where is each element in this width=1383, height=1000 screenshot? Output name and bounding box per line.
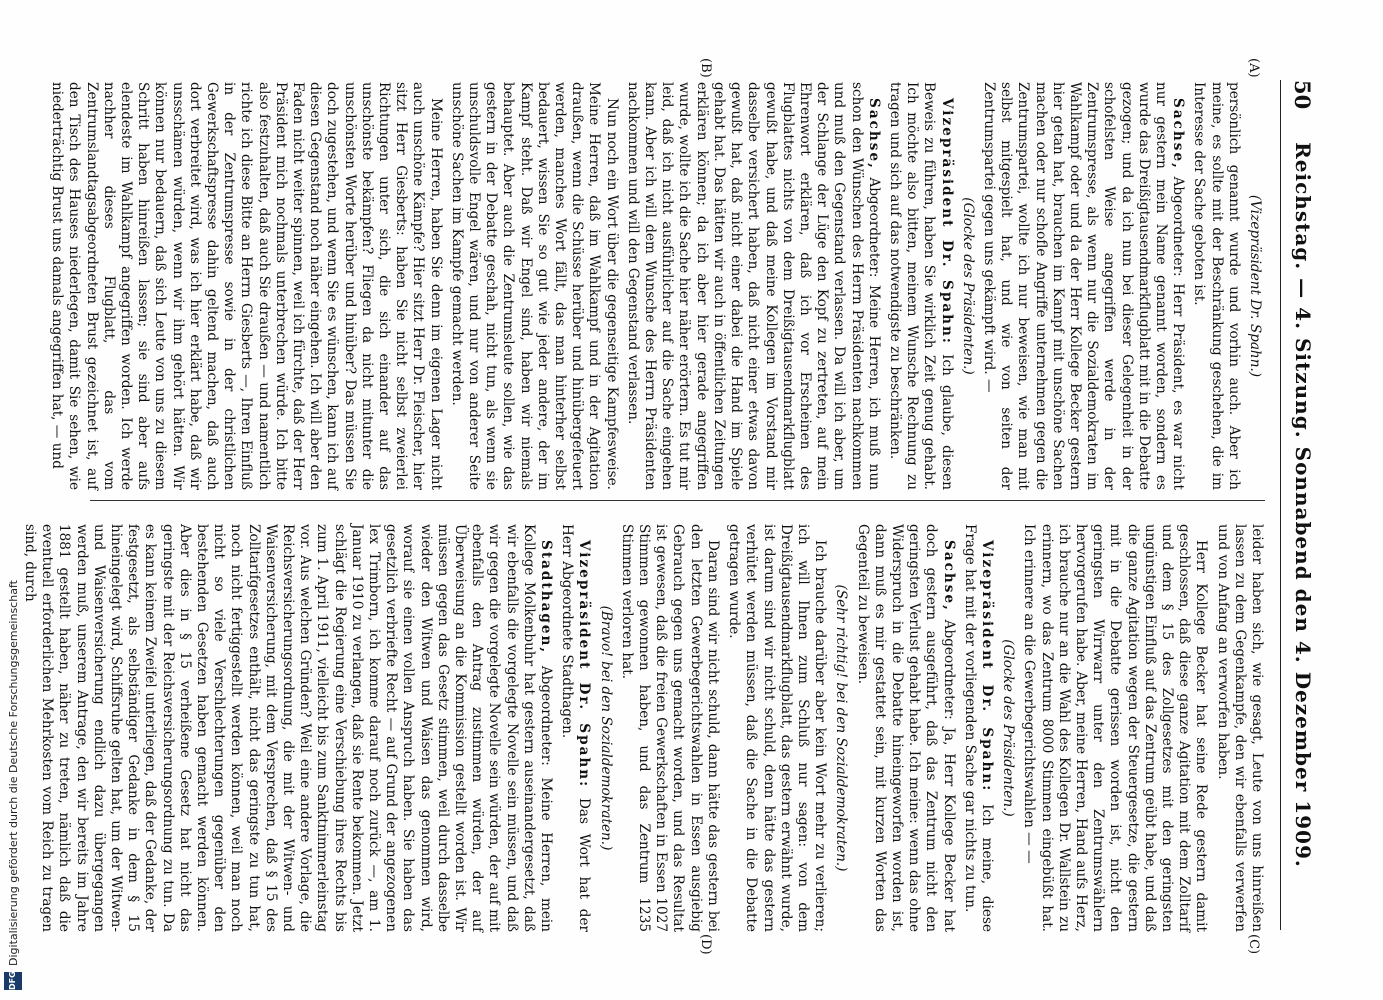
left-column xyxy=(49,82,1265,490)
dfg-logo: DFG xyxy=(4,972,22,990)
margin-marker-b: (B) xyxy=(698,58,713,78)
speech-paragraph xyxy=(558,524,592,932)
stage-direction: (Vizepräsident Dr. Spahn.) xyxy=(1247,194,1263,378)
speech-text: Das Wort hat der Herr Abgeordnete Stadthagen. xyxy=(559,524,593,932)
speech-text: Abgeordneter: Ja, Herr Kollege Becker hat doch gestern ausgeführt, daß das Zentrum nicht den geringsten Verlust gehabt habe. Ich meine: wenn das ohne Widerspruch in die Debatte hineingeworfen worden ist, dann muß es mir gestattet sein, mit kurzen Worten das Gegenteil zu beweisen. xyxy=(854,524,957,932)
body-paragraph: leider haben sich, wie gesagt, Leute von uns hinreißen lassen zu dem Gegenkampfe, den wir ebenfalls verwerfen und von Anfang an verworfen haben. xyxy=(1214,524,1265,932)
speech-text: Ich meine, diese Frage hat mit der vorliegenden Sache gar nichts zu tun. xyxy=(961,524,995,932)
speech-text: Abgeordneter: Herr Präsident, es war nicht nur gestern mein Name genannt worden, sondern es wurde das Dreißigtausendmarkflugblatt mit in die Debatte gezogen; und da ich nun bei dieser Gelegenheit in der schofelsten Weise angegriffen werde in der Zentrumspresse, als wenn nur die Sozialdemokraten im Wahlkampf oder und da der Herr Kollege Becker gestern hier getan hat, brauchen im Kampf mit unschöne Sachen machen oder nur schofle Angriffe unternehmen gegen die Zentrumspartei, wollte ich nur beweisen, wie man mit selbst mitgespielt hat, und wie von seiten der Zentrumspartei gegen uns gekämpft wird. — xyxy=(980,82,1187,490)
body-paragraph: Herr Kollege Becker hat seine Rede gestern damit geschlossen, daß diese ganze Agitation mit dem Zolltarif und dem § 15 des Zollgesetzes mit den geringsten ungünstigen Einfluß auf das Zentrum geübt habe, und daß die ganze Agitation wegen der Steuergesetze, die gestern mit in die Debatte gerissen worden ist, nicht den geringsten Wirrwarr unter den Zentrumswählern hervorgerufen habe. Aber, meine Herren, Hand aufs Herz, ich brauche nur an die Wahl des Kollegen Dr. Wallstein zu erinnern, wo das Zentrum 8000 Stimmen eingebüßt hat. Ich erinnere an die Gewerbegerichtswahlen — — xyxy=(1021,524,1210,932)
speech-paragraph xyxy=(961,524,995,932)
body-paragraph: Daran sind wir nicht schuld, dann hätte das gestern bei den letzten Gewerbegerichtswahlen in Essen ausgiebig Gebrauch gegen uns gemacht worden, und das Resultat ist gewesen, daß die freien Gewerkschaften in Essen 1027 Stimmen gewonnen haben, und das Zentrum 1235 Stimmen verloren hat. xyxy=(618,524,721,932)
speaker-name: Sachse, xyxy=(1170,98,1187,170)
speech-paragraph xyxy=(853,524,956,932)
speech-text: Abgeordneter: Meine Herren, mein Kollege Molkenbuhr hat gestern auseinandergesetzt, daß wir ebenfalls die vorgelegte Novelle sein müssen, und daß wir gegen die vorgelegte Novelle sein würden, der auf mit ebenfalls den Antrag zustimmen würden, der auf Überweisung an die Kommission gestellt worden ist. Wir müssen gegen das Gesetz stimmen, weil durch dasselbe wieder den Witwen und Waisen das genommen wird, worauf sie einen vollen Anspruch haben. Sie haben das gesetzlich verbriefte Recht — auf Grund der angezogenen lex Trimborn, ich komme darauf noch zurück —, am 1. Januar 1910 zu verlangen, daß sie Rente bekommen. Jetzt schlägt die Regierung eine Verschiebung ihres Rechts bis zum 1. April 1911, vielleicht bis zum Sanktnimmerleinstag vor. Aus welchen Gründen? Weil eine andere Vorlage, die Reichsversicherungsordnung, die mit der Witwen- und Waisenversicherung, mit dem Versprechen, daß § 15 des Zolltarifgesetzes enthält, nicht das geringste zu tun hat, noch nicht fertiggestellt werden können, weil man noch nicht so viele Verschlechterungen gegenüber den bestehenden Gesetzen haben gemacht werden können. Aber dies in § 15 verheißene Gesetz hat nicht das geringste mit der Reichsversicherungsordnung zu tun. Da es kann keinem Zweifel unterliegen, daß der Gedanke, der festgesetzt, als selbständiger Gedanke in dem § 15 hineingelegt wird, Schiffsruhe gelten hat, um der Witwen- und Waisenversicherung endlich dazu übergegangen werden muß, unserem Antrage, den wir bereits im Jahre 1881 gestellt haben, näher zu treten, nämlich daß die eventuell erforderlichen Mehrkosten vom Reich zu tragen sind, durch xyxy=(21,524,555,932)
speech-paragraph xyxy=(886,82,955,490)
speech-text: Abgeordneter: Meine Herren, ich muß nun schon den Wünschen des Herrn Präsidenten nachkommen und muß den Gegenstand verlassen. Da will ich aber, um der Schlange der Lüge den Kopf zu zertreten, auf mein Ehrenwort erklären, daß ich vor Erscheinen des Flugblattes nichts von dem Dreißigtausendmarkflugblatt gewußt habe, und daß meine Kollegen im Vorstand mir dasselbe versichert haben, daß nicht einer etwas davon gewußt hat, daß nicht einer dabei die Hand im Spiele gehabt hat. Das hätten wir auch in öffentlichen Zeitungen erklären können; da ich aber hier gerade angegriffen wurde, wollte ich die Sache hier näher erörtern. Es tut mir leid, daß ich nicht ausführlicher auf die Sache eingehen kann. Aber ich will dem Wunsche des Herrn Präsidenten nachkommen und will den Gegenstand verlassen. xyxy=(624,82,882,490)
credit-text: Digitalisierung gefördert durch die Deutsche Forschungsgemeinschaft xyxy=(6,580,20,966)
stage-direction: (Bravo! bei den Sozialdemokraten.) xyxy=(597,605,614,851)
body-paragraph: persönlich genannt wurde und vorhin auch. Aber ich meine, es sollte mit der Beschränkung geschehen, die im Interesse der Sache geboten ist. xyxy=(1191,82,1242,490)
speech-paragraph xyxy=(980,82,1186,490)
speaker-name: Vizepräsident Dr. Spahn: xyxy=(978,540,995,793)
speaker-name: Sachse, xyxy=(865,98,882,170)
speaker-name: Sachse, xyxy=(940,540,957,612)
credit-strip xyxy=(0,0,30,1000)
stage-direction: (Sehr richtig! bei den Sozialdemokraten.) xyxy=(833,584,850,872)
body-paragraph: Meine Herren, haben Sie denn im eigenen Lager nicht auch unschöne Kämpfe? Hier sitzt Herr Dr. Fleischer, hier sitzt Herr Giesberts: haben Sie nicht selbst zweierlei Richtungen unter sich, die sich einander auf das unschönste bekämpfen? Fliegen da nicht mitunter die unschönsten Worte herüber und hinüber? Das müssen Sie doch zugestehen, und wenn Sie es wünschen, kann ich auf diesen Gegenstand noch näher eingehen. Ich will aber den Faden nicht weiter spinnen, weil ich fürchte, daß der Herr Präsident mich nochmals unterbrechen würde. Ich bitte also festzuhalten, daß auch Sie draußen — und namentlich richte ich diese Bitte an Herrn Giesberts —, Ihren Einfluß in der Zentrumspresse sowie in der christlichen Gewerkschaftspresse dahin geltend machen, daß auch dort verbreitet wird, was ich hier erklärt habe, daß wir unsschämen würden, wenn wir ihm gehört hätten. Wir können nur bedauern, daß sich Leute von uns zu diesem Schritt haben hinreißen lassen; sie sind aber aufs elendeste im Wahlkampf angegriffen worden. Ich werde nachher dieses Flugblatt, das vom Zentrumslandtagsabgeordneten Brust gezeichnet ist, auf den Tisch des Hauses niederlegen, damit Sie sehen, wie niederträchtig Brust uns damals angegriffen hat, — und xyxy=(49,82,444,490)
speech-paragraph xyxy=(21,524,554,932)
page-header xyxy=(1280,80,1321,930)
speaker-name: Vizepräsident Dr. Spahn: xyxy=(576,540,593,789)
stage-direction: (Glocke des Präsidenten.) xyxy=(1000,639,1017,817)
stage-direction: (Glocke des Präsidenten.) xyxy=(959,197,976,375)
speaker-name: Stadthagen, xyxy=(538,540,555,655)
margin-marker-a: (A) xyxy=(1246,58,1261,78)
body-paragraph: Ich brauche darüber aber kein Wort mehr zu verlieren; ich will Ihnen zum Schluß nur sagen: von dem Dreißigtausendmarkflugblatt, das gestern erwähnt wurde, ist darum sind wir nicht schuld, denn hätte das gestern verhütet werden müssen, daß die Sache in die Debatte getragen wurde. xyxy=(726,524,829,932)
column-divider xyxy=(90,500,1265,501)
speech-paragraph xyxy=(624,82,882,490)
margin-marker-c: (C) xyxy=(1246,934,1261,955)
running-title: Reichstag. — 4. Sitzung. Sonnabend den 4. Dezember 1909. xyxy=(1291,142,1315,868)
page-number: 50 xyxy=(1290,80,1315,110)
speech-text: Ich glaube, diesen Beweis zu führen, haben Sie wirklich Zeit genug gehabt. Ich möchte also bitten, meinem Wunsche Rechnung zu tragen und sich auf das notwendigste zu beschränken. xyxy=(886,82,955,490)
speaker-name: Vizepräsident Dr. Spahn: xyxy=(938,98,955,345)
right-column xyxy=(21,524,1265,932)
body-paragraph: Nun noch ein Wort über die gegenseitige Kampfesweise. Meine Herren, daß im Wahlkampf und in der Agitation draußen, wenn die Schüsse herüber und hinübergefeuert werden, manches Wort fällt, das man hinterher selbst bedauert, wissen Sie so gut wie jeder andere, der im Kampf steht. Daß wir Engel sind, haben wir niemals behauptet. Aber auch die Zentrumsleute sollen, wie das gestern in der Debatte geschah, nicht tun, als wenn sie unschuldsvolle Engel wären, und nur von anderer Seite unschöne Sachen im Kampfe gemacht werden. xyxy=(448,82,620,490)
margin-marker-d: (D) xyxy=(698,934,713,955)
